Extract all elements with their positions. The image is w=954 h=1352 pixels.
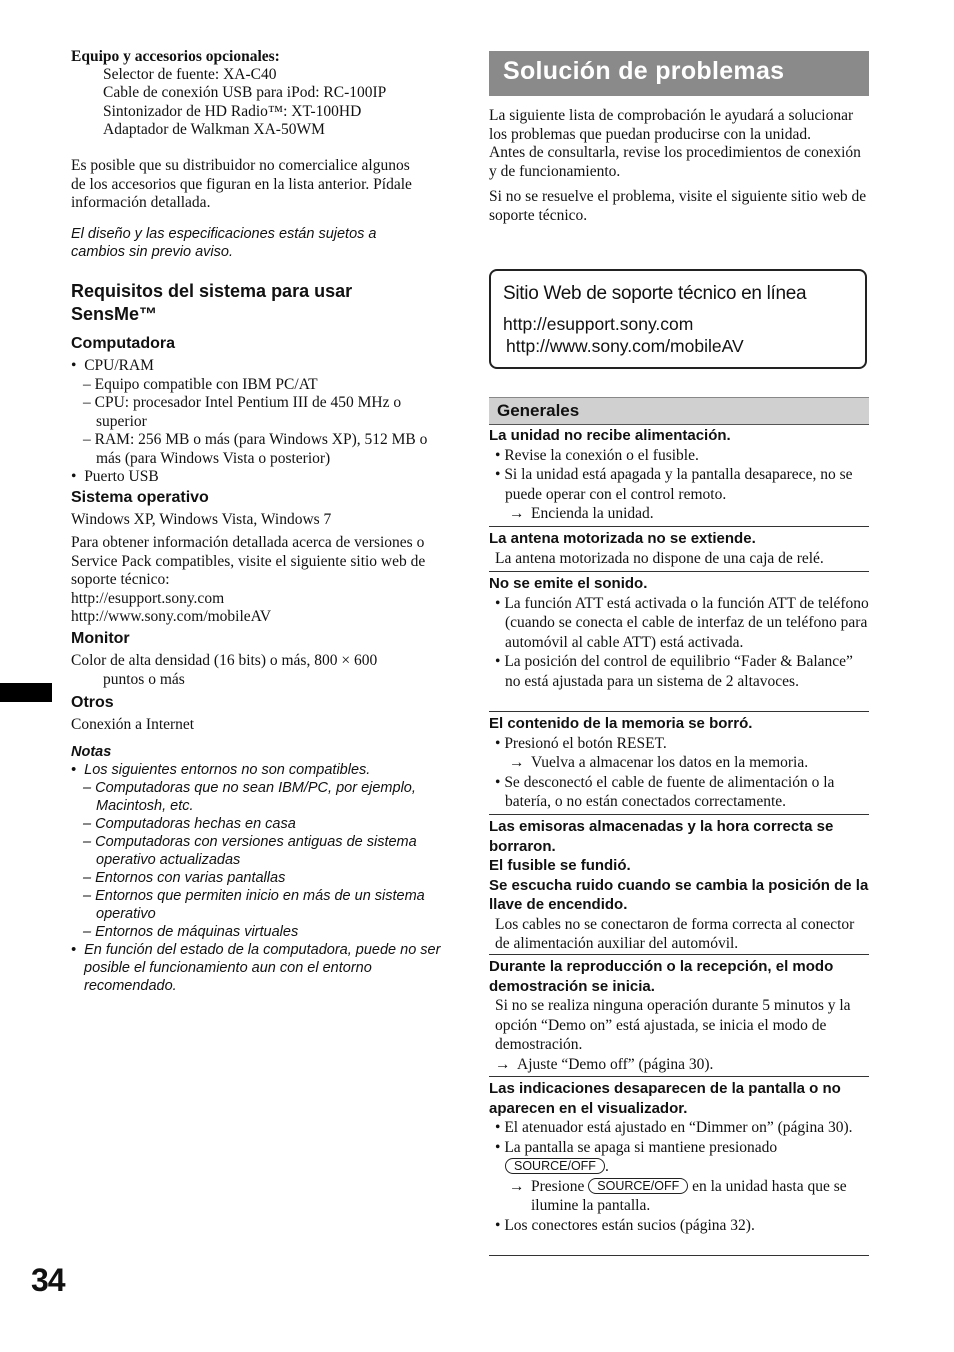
list-item: – Computadoras con versiones antiguas de sistema operativo actualizadas [83,834,417,868]
optional-accessories [71,48,451,140]
trouble-item [489,529,869,568]
computer-heading: Computadora [71,335,175,352]
list-item: – RAM: 256 MB o más (para Windows XP), 512 MB o más (para Windows Vista o posterior) [83,431,428,467]
trouble-answer: • Si la unidad está apagada y la pantalla desaparece, no se puede operar con el control remoto. [495,466,853,503]
list-item: – Entornos que permiten inicio en más de un sistema operativo [83,888,425,922]
list-item: – CPU: procesador Intel Pentium III de 450 MHz o superior [83,394,402,430]
trouble-question: Durante la reproducción o la recepción, el modo demostración se inicia. [489,958,834,995]
others-heading: Otros [71,694,114,711]
support-website-box [489,269,867,369]
list-item: – Computadoras que no sean IBM/PC, por ejemplo, Macintosh, etc. [83,780,416,814]
trouble-remedy: → Encienda la unidad. [509,505,654,522]
support-url: http://esupport.sony.com [71,589,225,607]
others-text: Conexión a Internet [71,716,195,733]
list-item: – Computadoras hechas en casa [83,816,296,832]
notes-heading: Notas [71,744,112,760]
monitor-heading: Monitor [71,630,130,647]
trouble-remedy: → Presione SOURCE/OFF en la unidad hasta que se ilumine la pantalla. [509,1177,847,1214]
trouble-answer: • El atenuador está ajustado en “Dimmer on” (página 30). [495,1119,853,1136]
general-heading: Generales [497,401,580,420]
trouble-question: La unidad no recibe alimentación. [489,427,731,444]
trouble-item [489,957,869,1074]
list-item: – Entornos con varias pantallas [83,870,286,886]
notes-list [71,761,451,995]
divider [489,954,869,955]
trouble-item [489,714,869,812]
support-box-title: Sitio Web de soporte técnico en línea [503,283,807,304]
trouble-answer: La antena motorizada no dispone de una caja de relé. [495,549,824,567]
trouble-question: Las indicaciones desaparecen de la pantalla o no aparecen en el visualizador. [489,1080,841,1117]
options-item: Sintonizador de HD Radio™: XT-100HD [103,102,362,120]
list-item: • Los siguientes entornos no son compatibles. [71,762,371,778]
divider [489,571,869,572]
support-url[interactable]: http://esupport.sony.com [503,314,694,334]
trouble-item [489,1079,869,1235]
spec-note: El diseño y las especificaciones están sujetos a cambios sin previo aviso. [71,226,377,260]
source-off-button-label: SOURCE/OFF [505,1158,605,1174]
support-box-urls [503,313,744,357]
os-info: Para obtener información detallada acerca de versiones o Service Pack compatibles, visite el siguiente sitio web de soporte técnico: http://esupport.sony.com http://www.sony.com/mobileAV [71,534,451,627]
source-off-button-label: SOURCE/OFF [588,1178,688,1194]
trouble-answer: • La función ATT está activada o la función ATT de teléfono (cuando se conecta el cable de interfaz de un teléfono para automóvil al cable ATT) está activada. [495,594,869,651]
list-item: • Puerto USB [71,468,159,485]
trouble-question: Se escucha ruido cuando se cambia la posición de la llave de encendido. [489,876,869,913]
section-title-bar [489,51,869,96]
options-heading: Equipo y accesorios opcionales: [71,48,280,65]
list-item: • En función del estado de la computadora, puede no ser posible el funcionamiento aun con el entorno recomendado. [71,942,441,994]
general-heading-bar [489,397,869,425]
trouble-question: Las emisoras almacenadas y la hora correcta se borraron. [489,818,834,855]
trouble-item [489,817,869,954]
divider [489,814,869,815]
list-item: – Entornos de máquinas virtuales [83,924,299,940]
trouble-answer: • La pantalla se apaga si mantiene presionado SOURCE/OFF . [495,1138,778,1175]
intro-text: La siguiente lista de comprobación le ayudará a solucionar los problemas que puedan producirse con la unidad. Antes de consultarla, revise los procedimientos de conexión y de funcionamiento. Si no se resuelve el problema, visite el siguiente sitio web de soporte técnico. [489,107,867,224]
divider [489,526,869,527]
monitor-text: Color de alta densidad (16 bits) o más, 800 × 600 puntos o más [71,652,378,688]
os-heading: Sistema operativo [71,489,209,506]
trouble-answer: • Los conectores están sucios (página 32). [495,1216,755,1234]
trouble-question: El fusible se fundió. [489,857,631,874]
section-tab-marker [0,683,52,702]
trouble-answer: Si no se realiza ninguna operación durante 5 minutos y la opción “Demo on” está ajustada, se inicia el modo de demostración. [495,997,851,1053]
trouble-item [489,574,869,691]
divider [489,1076,869,1077]
trouble-question: La antena motorizada no se extiende. [489,530,756,547]
trouble-question: El contenido de la memoria se borró. [489,715,753,732]
options-item: Selector de fuente: XA-C40 [103,65,277,83]
os-text: Windows XP, Windows Vista, Windows 7 [71,511,332,528]
divider [489,1255,869,1256]
list-item: – Equipo compatible con IBM PC/AT [83,375,318,393]
support-url[interactable]: http://www.sony.com/mobileAV [506,336,744,356]
trouble-item [489,426,869,524]
page-number: 34 [31,1262,65,1298]
computer-list [71,357,451,487]
trouble-remedy: → Ajuste “Demo off” (página 30). [495,1055,714,1073]
list-item: • CPU/RAM [71,357,154,374]
dealer-note: Es posible que su distribuidor no comercialice algunos de los accesorios que figuran en la lista anterior. Pídale información detallada. [71,157,412,211]
trouble-answer: • Revise la conexión o el fusible. [495,446,699,464]
trouble-remedy: → Vuelva a almacenar los datos en la memoria. [509,754,809,771]
page-title: Solución de problemas [503,57,785,85]
trouble-question: No se emite el sonido. [489,575,648,592]
trouble-answer: • Presionó el botón RESET. [495,734,667,752]
sensme-requirements-heading: Requisitos del sistema para usar SensMe™ [71,281,353,324]
trouble-answer: • Se desconectó el cable de fuente de alimentación o la batería, o no están conectados correctamente. [495,773,835,810]
options-item: Adaptador de Walkman XA-50WM [103,121,325,138]
options-item: Cable de conexión USB para iPod: RC-100IP [103,84,387,101]
support-url: http://www.sony.com/mobileAV [71,608,272,625]
trouble-answer: Los cables no se conectaron de forma correcta al conector de alimentación auxiliar del automóvil. [495,915,855,952]
divider [489,711,869,712]
trouble-answer: • La posición del control de equilibrio “Fader & Balance” no está ajustada para un sistema de 2 altavoces. [495,653,853,690]
